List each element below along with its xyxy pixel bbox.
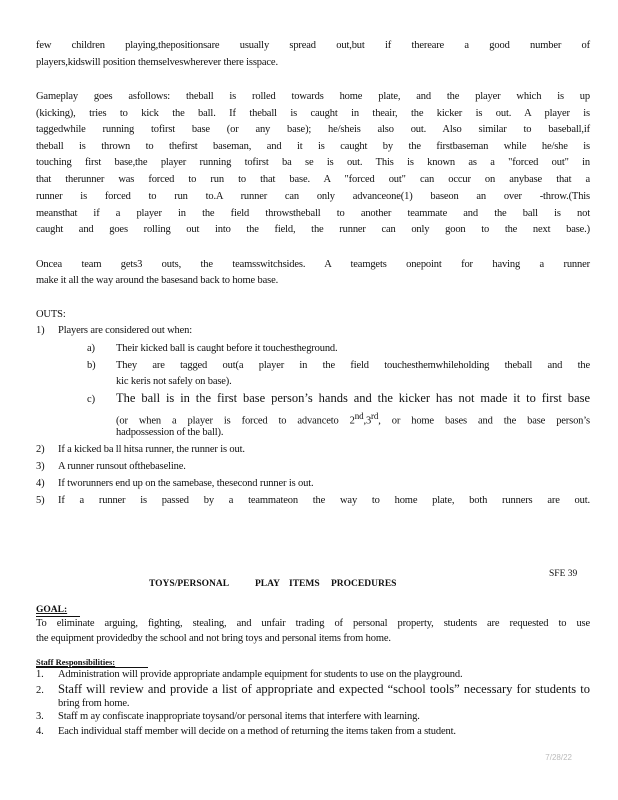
text-line: taggedwhile running tofirst base (or any base); he/sheis also out. Also similar to baseball,if [36,124,590,135]
outs-item [36,323,590,340]
outs-item [36,459,590,476]
list-number: 3) [36,461,45,472]
text-line: touching first base,the player running tofirst ba se is out. This is known as a "forced out" in [36,157,590,168]
date-stamp: 7/28/22 [545,753,572,762]
list-text: The ball is in the first base person’s hands and the kicker has not made it to first base [116,391,590,405]
text-line: runner is forced to run to.A runner can only advanceone(1) baseon an over -throw.(This [36,191,590,202]
list-number: 2) [36,444,45,455]
text-line: hadpossession of the ball). [116,427,224,438]
outs-item [36,442,590,459]
list-number: 5) [36,495,45,506]
list-letter: a) [87,343,95,354]
list-number: 4. [36,726,44,737]
outs-item [36,493,590,510]
list-text: If a kicked ba ll hitsa runner, the runner is out. [58,444,245,455]
list-letter: b) [87,360,96,371]
text-line: Gameplay goes asfollows: theball is rolled towards home plate, and the player which is up [36,91,590,102]
section-title-part: PLAY [255,579,280,589]
list-number: 4) [36,478,45,489]
list-number: 2. [36,685,44,696]
goal-label: GOAL: [36,605,68,615]
list-text: Staff will review and provide a list of appropriate and expected “school tools” necessary for students to [58,682,590,696]
section-title-part: TOYS/PERSONAL [149,579,230,589]
outs-subitem [87,341,590,358]
text-line: that therunner was forced to run to that base. A "forced out" can occur on anybase that a [36,174,590,185]
outs-heading: OUTS: [36,309,66,320]
list-text: They are tagged out(a player in the field touchesthemwhileholding theball and the [116,360,590,371]
list-number: 3. [36,711,44,722]
list-text: A runner runsout ofthebaseline. [58,461,186,472]
text-line: players,kidswill position themselveswherever there isspace. [36,57,278,68]
text-line: theball is thrown to thefirst baseman, and it is caught by the firstbaseman while he/she is [36,141,590,152]
staff-label: Staff Responsibilities: [36,657,116,667]
text-line: (kicking), tries to kick the ball. If theball is caught in theair, the kicker is out. A player is [36,108,590,119]
text-fragment: (or when a player is forced to advanceto 2 [116,415,355,427]
text-line: the equipment providedby the school and not bring toys and personal items from home. [36,633,391,644]
staff-item [36,724,590,741]
page-code: SFE 39 [549,569,578,579]
text-line: kic keris not safely on base). [116,376,232,387]
list-number: 1. [36,669,44,680]
section-title-part: PROCEDURES [331,579,397,589]
list-number: 1) [36,325,45,336]
list-text: If tworunners end up on the samebase, thesecond runner is out. [58,478,314,489]
text-fragment: ,3 [363,415,372,427]
text-line: meansthat if a player in the field throwstheball to another teammate and the ball is not [36,208,590,219]
list-letter: c) [87,394,96,405]
list-text: Players are considered out when: [58,325,192,336]
text-line: few children playing,thepositionsare usually spread out,but if thereare a good number of [36,40,590,51]
text-line: make it all the way around the basesand back to home base. [36,275,279,286]
text-line: bring from home. [58,698,130,709]
outs-subitem [87,358,590,375]
text-line: caught and goes rolling out into the field, the runner can only goon to the next base.) [36,224,590,235]
text-line: To eliminate arguing, fighting, stealing, and unfair trading of personal property, students are requested to use [36,618,590,629]
list-text: Staff m ay confiscate inappropriate toysand/or personal items that interfere with learning. [58,711,420,722]
list-text: Their kicked ball is caught before it touchestheground. [116,343,338,354]
list-text: Administration will provide appropriate andample equipment for students to use on the playground. [58,669,463,680]
list-text: If a runner is passed by a teammateon the way to home plate, both runners are out. [58,495,590,506]
outs-item [36,476,590,493]
outs-subitem [87,390,590,409]
text-fragment: , or home bases and the base person’s [378,415,590,427]
section-title-part: ITEMS [289,579,320,589]
superscript: rd [371,411,379,421]
superscript: nd [354,411,364,421]
text-line: Oncea team gets3 outs, the teamsswitchsides. A teamgets onepoint for having a runner [36,259,590,270]
list-text: Each individual staff member will decide on a method of returning the items taken from a student. [58,726,456,737]
